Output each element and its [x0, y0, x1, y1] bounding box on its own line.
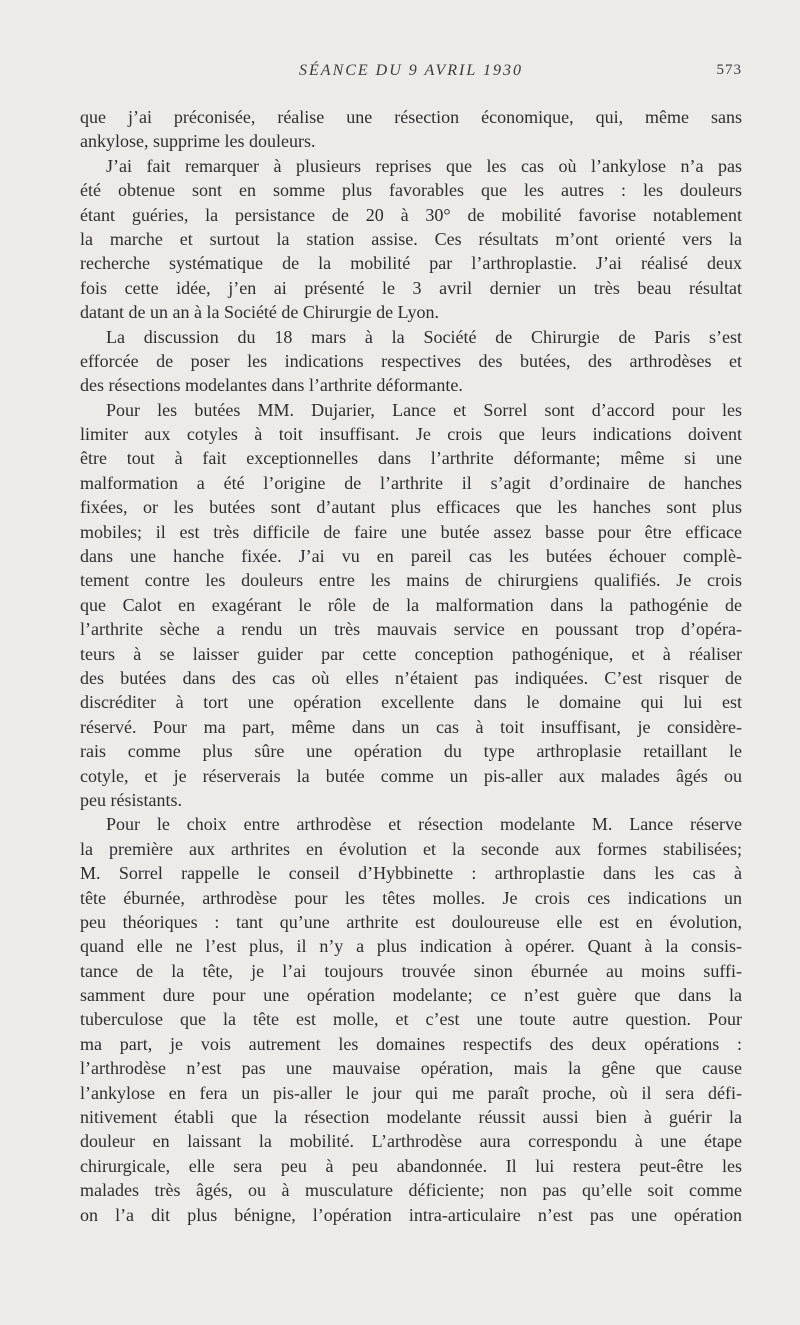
text-line: mobiles; il est très difficile de faire une butée assez basse pour être efficace — [80, 521, 742, 542]
text-line: ankylose, supprime les douleurs. — [80, 131, 316, 152]
text-line: recherche systématique de la mobilité par l’arthroplastie. J’ai réalisé deux — [80, 253, 742, 274]
text-line: on l’a dit plus bénigne, l’opération intra-articulaire n’est pas une opération — [80, 1204, 742, 1225]
text-line: être tout à fait exceptionnelles dans l’arthrite déformante; même si une — [80, 448, 742, 469]
text-line: rais comme plus sûre une opération du type arthroplasie retaillant le — [80, 741, 742, 762]
text-line: tuberculose que la tête est molle, et c’est une toute autre question. Pour — [80, 1009, 742, 1030]
page-number: 573 — [716, 62, 742, 78]
text-line: la première aux arthrites en évolution et la seconde aux formes stabilisées; — [80, 838, 742, 859]
text-line: limiter aux cotyles à toit insuffisant. Je crois que leurs indications doivent — [80, 424, 742, 445]
paragraph-first-line: Pour le choix entre arthrodèse et résection modelante M. Lance réserve — [106, 814, 742, 835]
text-line: malformation a été l’origine de l’arthrite il s’agit d’ordinaire de hanches — [80, 472, 742, 493]
text-line: samment dure pour une opération modelante; ce n’est guère que dans la — [80, 985, 742, 1006]
text-line: tance de la tête, je l’ai toujours trouvée sinon éburnée au moins suffi- — [80, 960, 742, 981]
running-title: SÉANCE DU 9 AVRIL 1930 — [299, 62, 523, 79]
text-line: malades très âgés, ou à musculature déficiente; non pas qu’elle soit comme — [80, 1180, 742, 1201]
text-line: quand elle ne l’est plus, il n’y a plus indication à opérer. Quant à la consis- — [80, 936, 742, 957]
text-line: tement contre les douleurs entre les mains de chirurgiens qualifiés. Je crois — [80, 570, 742, 591]
text-line: douleur en laissant la mobilité. L’arthrodèse aura correspondu à une étape — [80, 1131, 742, 1152]
text-line: peu théoriques : tant qu’une arthrite est douloureuse elle est en évolution, — [80, 911, 742, 932]
paragraph-first-line: Pour les butées MM. Dujarier, Lance et Sorrel sont d’accord pour les — [106, 399, 742, 420]
text-line: été obtenue sont en somme plus favorables que les autres : les douleurs — [80, 180, 742, 201]
text-line: datant de un an à la Société de Chirurgie de Lyon. — [80, 302, 440, 323]
text-line: étant guéries, la persistance de 20 à 30° de mobilité favorise notablement — [80, 204, 742, 225]
paragraph-first-line: J’ai fait remarquer à plusieurs reprises que les cas où l’ankylose n’a pas — [106, 155, 742, 176]
text-line: fois cette idée, j’en ai présenté le 3 avril dernier un très beau résultat — [80, 277, 742, 298]
paragraph-first-line: La discussion du 18 mars à la Société de Chirurgie de Paris s’est — [106, 326, 742, 347]
text-line: des résections modelantes dans l’arthrite déformante. — [80, 375, 463, 396]
text-line: des butées dans des cas où elles n’étaient pas indiquées. C’est risquer de — [80, 667, 742, 688]
text-line: efforcée de poser les indications respectives des butées, des arthrodèses et — [80, 350, 742, 371]
text-line: discréditer à tort une opération excellente dans le domaine qui lui est — [80, 692, 742, 713]
running-header — [80, 62, 742, 86]
text-line: la marche et surtout la station assise. Ces résultats m’ont orienté vers la — [80, 228, 742, 249]
text-line: l’arthrite sèche a rendu un très mauvais service en poussant trop d’opéra- — [80, 619, 742, 640]
text-line: que j’ai préconisée, réalise une résection économique, qui, même sans — [80, 107, 742, 127]
text-line: l’ankylose en fera un pis-aller le jour qui me paraît proche, où il sera défi- — [80, 1082, 742, 1103]
text-line: fixées, or les butées sont d’autant plus efficaces que les hanches sont plus — [80, 497, 742, 518]
text-line: nitivement établi que la résection modelante réussit aussi bien à guérir la — [80, 1107, 742, 1128]
text-line: l’arthrodèse n’est pas une mauvaise opération, mais la gêne que cause — [80, 1058, 742, 1079]
text-line: tête éburnée, arthrodèse pour les têtes molles. Je crois ces indications un — [80, 887, 742, 908]
text-line: dans une hanche fixée. J’ai vu en pareil cas les butées échouer complè- — [80, 546, 742, 567]
text-line: teurs à se laisser guider par cette conception pathogénique, et à réaliser — [80, 643, 742, 664]
text-line: chirurgicale, elle sera peu à peu abandonnée. Il lui restera peut-être les — [80, 1155, 742, 1176]
text-line: peu résistants. — [80, 789, 182, 810]
text-line: réservé. Pour ma part, même dans un cas à toit insuffisant, je considère- — [80, 716, 742, 737]
text-line: M. Sorrel rappelle le conseil d’Hybbinette : arthroplastie dans les cas à — [80, 863, 742, 884]
text-line: que Calot en exagérant le rôle de la malformation dans la pathogénie de — [80, 594, 742, 615]
text-line: cotyle, et je réserverais la butée comme un pis-aller aux malades âgés ou — [80, 765, 742, 786]
body-text — [80, 105, 742, 1227]
text-line: ma part, je vois autrement les domaines respectifs des deux opérations : — [80, 1033, 742, 1054]
